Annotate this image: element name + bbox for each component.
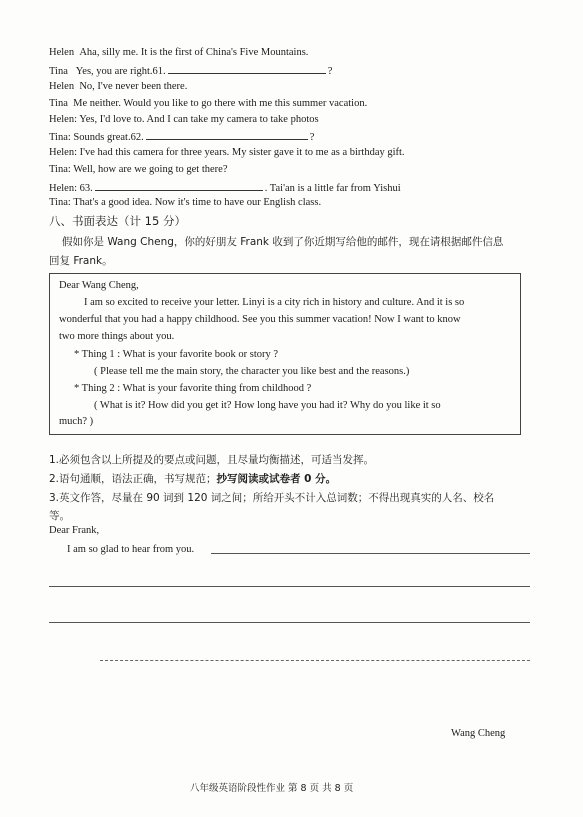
- dialogue-text-end: . Tai'an is a little far from Yishui: [264, 183, 401, 194]
- letter-thing-1: * Thing 1 : What is your favorite book or story ?: [74, 349, 279, 360]
- requirement-2-warning: 抄写阅读或试卷者 0 分。: [216, 473, 337, 485]
- answer-blank-61[interactable]: [168, 63, 326, 74]
- letter-paragraph-line: two more things about you.: [59, 331, 175, 342]
- dialogue-line-5: Helen: Yes, I'd love to. And I can take my camera to take photos: [49, 114, 319, 125]
- dialogue-line-9: [49, 180, 401, 196]
- dialogue-text: No, I've never been there.: [79, 81, 188, 92]
- answer-blank-62[interactable]: [146, 129, 308, 140]
- letter-paragraph-line: wonderful that you had a happy childhood. See you this summer vacation! Now I want to know: [59, 314, 461, 325]
- dialogue-text-end: ?: [309, 132, 315, 143]
- dialogue-text-end: ?: [327, 66, 333, 77]
- dialogue-line-3: [49, 80, 187, 94]
- speaker-name: Tina: [49, 66, 68, 77]
- instruction-line-2: 回复 Frank。: [49, 255, 113, 267]
- answer-greeting: Dear Frank,: [49, 525, 100, 536]
- speaker-name: Helen: [49, 47, 75, 58]
- answer-blank-63[interactable]: [95, 180, 263, 191]
- writing-line[interactable]: [49, 586, 530, 587]
- instruction-line-1: 假如你是 Wang Cheng，你的好朋友 Frank 收到了你近期写给他的邮件，现在请根据邮件信息: [62, 236, 504, 248]
- speaker-name: Helen: [49, 81, 75, 92]
- writing-line[interactable]: [211, 553, 530, 554]
- speaker-name: Tina: [49, 98, 68, 109]
- dialogue-text: Helen: 63.: [49, 183, 93, 194]
- letter-thing-1-note: ( Please tell me the main story, the character you like best and the reasons.): [94, 366, 410, 377]
- letter-paragraph-line: I am so excited to receive your letter. Linyi is a city rich in history and culture. And it is so: [84, 297, 465, 308]
- requirement-2-text: 2.语句通顺，语法正确，书写规范；: [49, 473, 217, 485]
- writing-line[interactable]: [49, 622, 530, 623]
- dialogue-line-1: [49, 46, 308, 60]
- dialogue-text: Aha, silly me. It is the first of China's Five Mountains.: [79, 47, 309, 58]
- letter-thing-2-note-end: much? ): [59, 416, 94, 427]
- dialogue-line-7: Helen: I've had this camera for three years. My sister gave it to me as a birthday gift.: [49, 147, 405, 158]
- dialogue-line-2: [49, 63, 332, 79]
- dialogue-text: Yes, you are right.61.: [75, 66, 166, 77]
- dialogue-line-8: Tina: Well, how are we going to get there?: [49, 164, 228, 175]
- dialogue-line-10: Tina: That's a good idea. Now it's time to have our English class.: [49, 197, 322, 208]
- signature: Wang Cheng: [451, 728, 506, 739]
- dialogue-line-6: [49, 129, 314, 145]
- dialogue-line-4: [49, 97, 367, 111]
- answer-opening: I am so glad to hear from you.: [67, 544, 195, 555]
- requirement-2: [49, 471, 336, 486]
- dialogue-text: Me neither. Would you like to go there with me this summer vacation.: [73, 98, 368, 109]
- page-footer: 八年级英语阶段性作业 第 8 页 共 8 页: [190, 783, 354, 794]
- requirement-3-line-2: 等。: [49, 510, 70, 522]
- letter-greeting: Dear Wang Cheng,: [59, 280, 139, 291]
- section-heading: 八、书面表达（计 15 分）: [49, 214, 186, 228]
- dialogue-text: Tina: Sounds great.62.: [49, 132, 144, 143]
- letter-thing-2: * Thing 2 : What is your favorite thing from childhood ?: [74, 383, 312, 394]
- requirement-1: 1.必须包含以上所提及的要点或问题，且尽量均衡描述，可适当发挥。: [49, 454, 375, 466]
- letter-thing-2-note: ( What is it? How did you get it? How long have you had it? Why do you like it so: [94, 400, 441, 411]
- letter-box: [49, 273, 521, 435]
- requirement-3-line-1: 3.英文作答，尽量在 90 词到 120 词之间；所给开头不计入总词数；不得出现真实的人名、校名: [49, 492, 495, 504]
- writing-line[interactable]: [100, 660, 530, 661]
